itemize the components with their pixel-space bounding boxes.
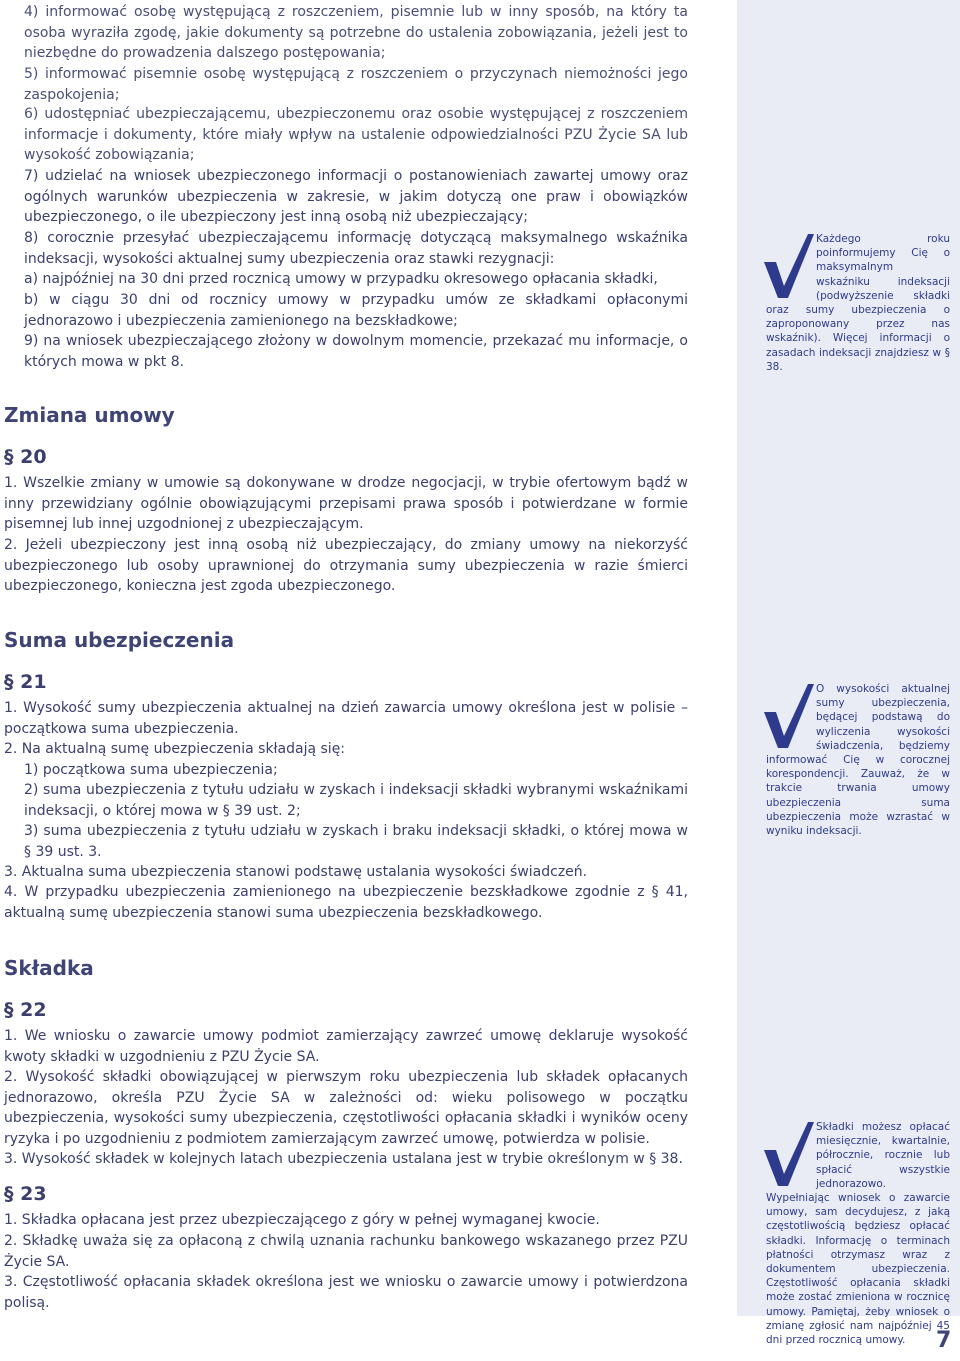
suma-item-1: 1. Wysokość sumy ubezpieczenia aktualnej na dzień zawarcia umowy określona jest w polisie – początkowa suma ubezpieczenia. bbox=[4, 700, 688, 737]
paragraph-number-20: § 20 bbox=[4, 446, 47, 468]
section-heading-zmiana-umowy: Zmiana umowy bbox=[4, 403, 175, 427]
list-item-8b: b) w ciągu 30 dni od rocznicy umowy w przypadku umów ze składkami opłaconymi jednorazowo i ubezpieczenia zamienionego na bezskładkowe; bbox=[24, 292, 688, 329]
paragraph-number-21: § 21 bbox=[4, 671, 47, 693]
suma-subitem-2: 2) suma ubezpieczenia z tytułu udziału w zyskach i indeksacji składki wybranymi wskaźnikami indeksacji, o której mowa w § 39 ust. 2; bbox=[24, 782, 688, 819]
page-number: 7 bbox=[936, 1328, 952, 1353]
note-text: Każdego roku poinformujemy Cię o maksymalnym wskaźniku indeksacji (podwyższenie składki oraz sumy ubezpieczenia o zaproponowany przez nas wskaźnik). Więcej informacji o zasadach indeksacji znajdziesz w § 38. bbox=[766, 233, 950, 373]
skladka-23-item-3: 3. Częstotliwość opłacania składek określona jest we wniosku o zawarcie umowy i potwierdzona polisą. bbox=[4, 1274, 688, 1311]
list-item-9: 9) na wniosek ubezpieczającego złożony w dowolnym momencie, przekazać mu informacje, o których mowa w pkt 8. bbox=[24, 333, 688, 370]
list-item-6: 6) udostępniać ubezpieczającemu, ubezpieczonemu oraz osobie występującej z roszczeniem informacje i dokumenty, które miały wpływ na ustalenie odpowiedzialności PZU Życie SA lub wysokość zobowiązania; bbox=[24, 106, 688, 163]
sidebar-note-suma bbox=[766, 682, 950, 838]
zmiana-item-2: 2. Jeżeli ubezpieczony jest inną osobą niż ubezpieczający, do zmiany umowy na niekorzyść ubezpieczonego lub osoby uprawnionej do otrzymania sumy ubezpieczenia w razie śmierci ubezpieczonego, konieczna jest zgoda ubezpieczonego. bbox=[4, 537, 688, 594]
skladka-22-item-2: 2. Wysokość składki obowiązującej w pierwszym roku ubezpieczenia lub składek opłacanych jednorazowo, określa PZU Życie SA w zależności od: wieku polisowego w początku ubezpieczenia, wysokości sumy ubezpieczenia, częstotliwości opłacania składki i wyników oceny ryzyka i po uzgodnieniu z podmiotem zamierzającym zawrzeć umowę, potwierdza w polisie. bbox=[4, 1069, 688, 1147]
suma-item-4: 4. W przypadku ubezpieczenia zamienionego na ubezpieczenie bezskładkowe zgodnie z § 41, aktualną sumę ubezpieczenia stanowi suma ubezpieczenia bezskładkowego. bbox=[4, 884, 688, 921]
list-item-4: 4) informować osobę występującą z roszczeniem, pisemnie lub w inny sposób, na który ta osoba wyraziła zgodę, jakie dokumenty są potrzebne do ustalenia zobowiązania, jeżeli jest to niezbędne do prowadzenia dalszego postępowania; bbox=[24, 4, 688, 61]
list-item-7: 7) udzielać na wniosek ubezpieczonego informacji o postanowieniach zawartej umowy oraz ogólnych warunków ubezpieczenia w zakresie, w jakim dotyczą one praw i obowiązków ubezpieczonego, o ile ubezpieczony jest inną osobą niż ubezpieczający; bbox=[24, 168, 688, 225]
sidebar-note-skladki bbox=[766, 1120, 950, 1347]
suma-item-3: 3. Aktualna suma ubezpieczenia stanowi podstawę ustalania wysokości świadczeń. bbox=[4, 864, 588, 880]
note-text: Składki możesz opłacać miesięcznie, kwartalnie, półrocznie, rocznie lub spłacić wszystkie jednorazowo. Wypełniając wniosek o zawarcie umowy, sam decydujesz, z jaką częstotliwością będziesz opłacać składki. Informację o terminach płatności otrzymasz wraz z dokumentem ubezpieczenia. Częstotliwość opłacania składki może zostać zmieniona w rocznicę umowy. Pamiętaj, żeby wniosek o zmianę zgłosić nam najpóźniej 45 dni przed rocznicą umowy. bbox=[766, 1121, 950, 1347]
skladka-22-item-1: 1. We wniosku o zawarcie umowy podmiot zamierzający zawrzeć umowę deklaruje wysokość kwoty składki w uzgodnieniu z PZU Życie SA. bbox=[4, 1028, 688, 1065]
checkmark-icon bbox=[762, 232, 814, 300]
skladka-22-item-3: 3. Wysokość składek w kolejnych latach ubezpieczenia ustalana jest w trybie określonym w § 38. bbox=[4, 1151, 683, 1167]
zmiana-item-1: 1. Wszelkie zmiany w umowie są dokonywane w drodze negocjacji, w trybie ofertowym bądź w inny przewidziany ogólnie obowiązującymi przepisami prawa sposób i potwierdzane w formie pisemnej lub innej uzgodnionej z ubezpieczającym. bbox=[4, 475, 688, 532]
paragraph-number-22: § 22 bbox=[4, 999, 47, 1021]
skladka-23-item-2: 2. Składkę uważa się za opłaconą z chwilą uznania rachunku bankowego wskazanego przez PZU Życie SA. bbox=[4, 1233, 688, 1270]
checkmark-icon bbox=[762, 682, 814, 750]
list-item-5: 5) informować pisemnie osobę występującą z roszczeniem o przyczynach niemożności jego zaspokojenia; bbox=[24, 66, 688, 103]
paragraph-number-23: § 23 bbox=[4, 1183, 47, 1205]
skladka-23-item-1: 1. Składka opłacana jest przez ubezpieczającego z góry w pełnej wymaganej kwocie. bbox=[4, 1212, 600, 1228]
sidebar-note-indeksacja bbox=[766, 232, 950, 374]
section-heading-skladka: Składka bbox=[4, 956, 94, 980]
section-heading-suma-ubezpieczenia: Suma ubezpieczenia bbox=[4, 628, 235, 652]
note-text: O wysokości aktualnej sumy ubezpieczenia, będącej podstawą do wyliczenia wysokości świadczenia, będziemy informować Cię w corocznej korespondencji. Zauważ, że w trakcie trwania umowy ubezpieczenia suma ubezpieczenia może wzrastać w wyniku indeksacji. bbox=[766, 683, 950, 838]
list-item-8a: a) najpóźniej na 30 dni przed rocznicą umowy w przypadku okresowego opłacania składki, bbox=[24, 271, 658, 287]
sidebar-panel bbox=[737, 0, 960, 1316]
suma-subitem-1: 1) początkowa suma ubezpieczenia; bbox=[24, 762, 278, 778]
list-item-8: 8) corocznie przesyłać ubezpieczającemu informację dotyczącą maksymalnego wskaźnika indeksacji, wysokości aktualnej sumy ubezpieczenia oraz stawki rezygnacji: bbox=[24, 230, 688, 267]
suma-item-2: 2. Na aktualną sumę ubezpieczenia składają się: bbox=[4, 741, 346, 757]
checkmark-icon bbox=[762, 1120, 814, 1188]
suma-subitem-3: 3) suma ubezpieczenia z tytułu udziału w zyskach i braku indeksacji składki, o której mowa w § 39 ust. 3. bbox=[24, 823, 688, 860]
